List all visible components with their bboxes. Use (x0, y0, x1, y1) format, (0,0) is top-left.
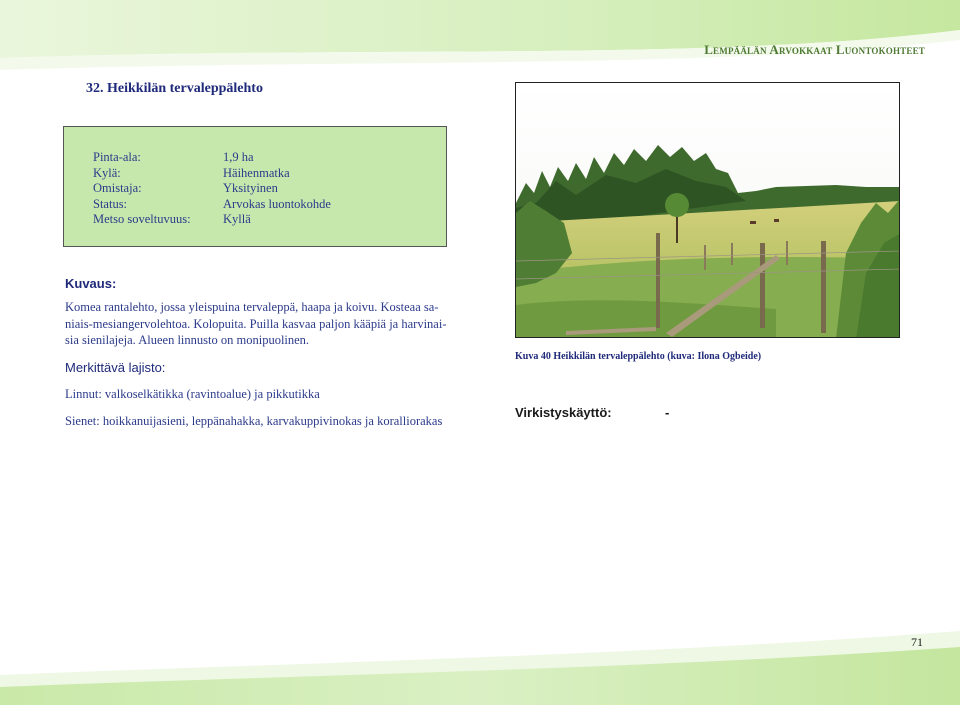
footer-wave-decoration (0, 595, 960, 705)
section-title: 32. Heikkilän tervaleppälehto (86, 81, 263, 96)
species-heading: Merkittävä lajisto: (65, 360, 166, 375)
info-label: Status: (93, 196, 128, 211)
info-row-metso (93, 212, 251, 227)
description-line: sia sienilajeja. Alueen linnusto on monipuolinen. (65, 333, 310, 347)
info-value: Häihenmatka (223, 165, 290, 180)
recreation-use-label: Virkistyskäyttö: (515, 405, 612, 420)
description-line: Komea rantalehto, jossa yleispuina tervaleppä, haapa ja koivu. Kosteaa sa- (65, 300, 439, 314)
recreation-use-value: - (665, 405, 670, 420)
description-heading: Kuvaus: (65, 276, 117, 291)
info-row-village (93, 166, 290, 181)
document-header-title: Lempäälän Arvokkaat Luontokohteet (704, 42, 925, 57)
photo-caption: Kuva 40 Heikkilän tervaleppälehto (kuva: Ilona Ogbeide) (515, 351, 762, 362)
meadow-photo-illustration (516, 83, 900, 338)
info-row-status (93, 197, 331, 212)
info-row-owner (93, 181, 278, 196)
info-label: Pinta-ala: (93, 150, 141, 164)
site-photo (515, 82, 900, 338)
info-label: Omistaja: (93, 181, 142, 195)
info-label: Metso soveltuvuus: (93, 212, 191, 226)
info-row-area (93, 150, 254, 165)
info-box (63, 126, 447, 247)
info-value: 1,9 ha (223, 150, 254, 164)
info-value: Kyllä (223, 212, 251, 226)
birds-text: Linnut: valkoselkätikka (ravintoalue) ja pikkutikka (65, 387, 320, 401)
page-number: 71 (911, 635, 923, 649)
fungi-text: Sienet: hoikkanuijasieni, leppänahakka, karvakuppivinokas ja koralliorakas (65, 414, 443, 428)
description-line: niais-mesiangervolehtoa. Kolopuita. Puilla kasvaa paljon kääpiä ja harvinai- (65, 316, 447, 331)
info-value: Yksityinen (223, 181, 278, 195)
description-text (65, 299, 485, 349)
info-value: Arvokas luontokohde (223, 196, 331, 211)
info-label: Kylä: (93, 165, 121, 180)
